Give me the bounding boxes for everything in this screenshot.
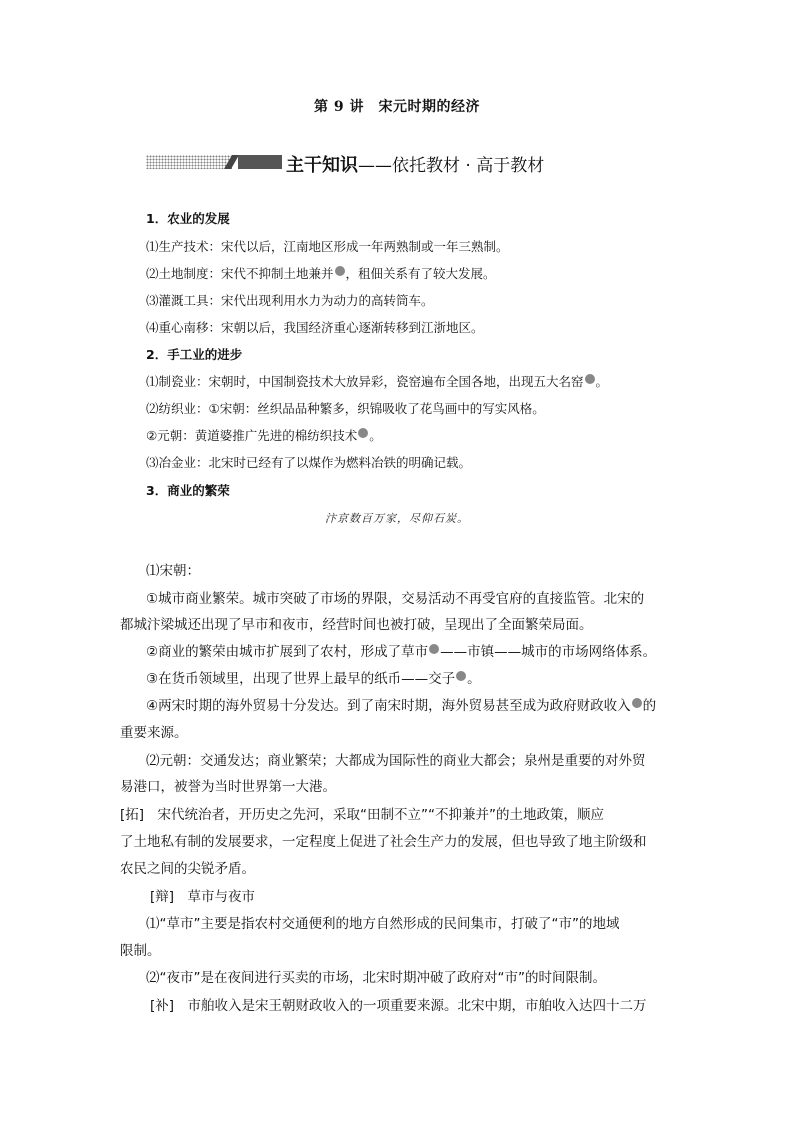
paragraph: 了土地私有制的发展要求，一定程度上促进了社会生产力的发展，但也导致了地主阶级和 — [120, 834, 647, 850]
list-item — [146, 265, 496, 283]
section-banner — [146, 150, 566, 176]
banner-sub: ——依托教材 · 高于教材 — [358, 156, 545, 176]
list-item-text: ，租佃关系有了较大发展。 — [345, 266, 496, 281]
note-marker-icon — [456, 671, 466, 681]
list-item-text: 。 — [595, 374, 609, 389]
paragraph: [拓] 宋代统治者，开历史之先河，采取“田制不立”“不抑兼并”的土地政策，顺应 — [120, 807, 605, 823]
list-item — [146, 373, 608, 391]
list-item: ⑶灌溉工具：宋代出现利用水力为动力的高转筒车。 — [146, 293, 434, 308]
paragraph-text: ④两宋时期的海外贸易十分发达。到了南宋时期，海外贸易甚至成为政府财政收入 — [146, 698, 631, 714]
paragraph: 重要来源。 — [120, 725, 188, 741]
list-item-text: ⑴制瓷业：宋朝时，中国制瓷技术大放异彩，瓷窑遍布全国各地，出现五大名窑 — [146, 374, 584, 389]
note-marker-icon — [585, 374, 595, 384]
list-item: ⑶冶金业：北宋时已经有了以煤作为燃料冶铁的明确记载。 — [146, 455, 472, 470]
paragraph: 都城汴梁城还出现了早市和夜市，经营时间也被打破，呈现出了全面繁荣局面。 — [120, 617, 593, 633]
paragraph — [146, 695, 702, 717]
note-marker-icon — [358, 428, 368, 438]
paragraph: ⑴“草市”主要是指农村交通便利的地方自然形成的民间集市，打破了“市”的地域 — [146, 916, 620, 932]
paragraph: ⑴宋朝： — [146, 563, 200, 579]
note-marker-icon — [335, 266, 345, 276]
list-item: ⑴生产技术：宋代以后，江南地区形成一年两熟制或一年三熟制。 — [146, 239, 509, 254]
banner-head: 主干知识 — [286, 155, 358, 176]
note-marker-icon — [632, 698, 642, 708]
section-heading-agriculture: 1．农业的发展 — [146, 211, 230, 226]
banner-dots-decoration — [146, 155, 232, 169]
paragraph: [辩] 草市与夜市 — [150, 889, 256, 905]
paragraph-text: 。 — [467, 671, 481, 687]
handwritten-quote: 汴京数百万家，尽仰石炭。 — [325, 512, 469, 525]
paragraph: ⑵“夜市”是在夜间进行买卖的市场，北宋时期冲破了政府对“市”的时间限制。 — [146, 970, 606, 986]
paragraph: ①城市商业繁荣。城市突破了市场的界限，交易活动不再受官府的直接监管。北宋的 — [146, 591, 645, 607]
paragraph-text: ——市镇——城市的市场网络体系。 — [440, 644, 657, 660]
note-marker-icon — [429, 644, 439, 654]
banner-heading — [286, 151, 544, 177]
paragraph: 农民之间的尖锐矛盾。 — [120, 861, 255, 877]
list-item: ⑵纺织业：①宋朝：丝织品品种繁多，织锦吸收了花鸟画中的写实风格。 — [146, 401, 545, 416]
paragraph: 易港口，被誉为当时世界第一大港。 — [120, 779, 336, 795]
list-item-text: ②元朝：黄道婆推广先进的棉纺织技术 — [146, 428, 358, 443]
paragraph-text: 的 — [642, 698, 657, 714]
list-item-text: 。 — [369, 428, 382, 443]
paragraph — [146, 641, 702, 663]
section-heading-handicraft: 2．手工业的进步 — [146, 347, 243, 362]
paragraph: ⑵元朝：交通发达；商业繁荣；大都成为国际性的商业大都会；泉州是重要的对外贸 — [146, 753, 646, 769]
page-title: 第 9 讲 宋元时期的经济 — [314, 99, 480, 115]
paragraph-text: ②商业的繁荣由城市扩展到了农村，形成了草市 — [146, 644, 429, 660]
paragraph — [146, 668, 702, 690]
list-item-text: ⑵土地制度：宋代不抑制土地兼并 — [146, 266, 334, 281]
list-item — [146, 427, 382, 445]
paragraph: 限制。 — [120, 943, 161, 959]
list-item: ⑷重心南移：宋朝以后，我国经济重心逐渐转移到江浙地区。 — [146, 320, 484, 335]
paragraph-text: ③在货币领域里，出现了世界上最早的纸币——交子 — [146, 671, 456, 687]
banner-bar-decoration — [238, 155, 282, 169]
section-heading-commerce: 3．商业的繁荣 — [146, 483, 230, 498]
paragraph: [补] 市舶收入是宋王朝财政收入的一项重要来源。北宋中期，市舶收入达四十二万 — [150, 998, 647, 1014]
